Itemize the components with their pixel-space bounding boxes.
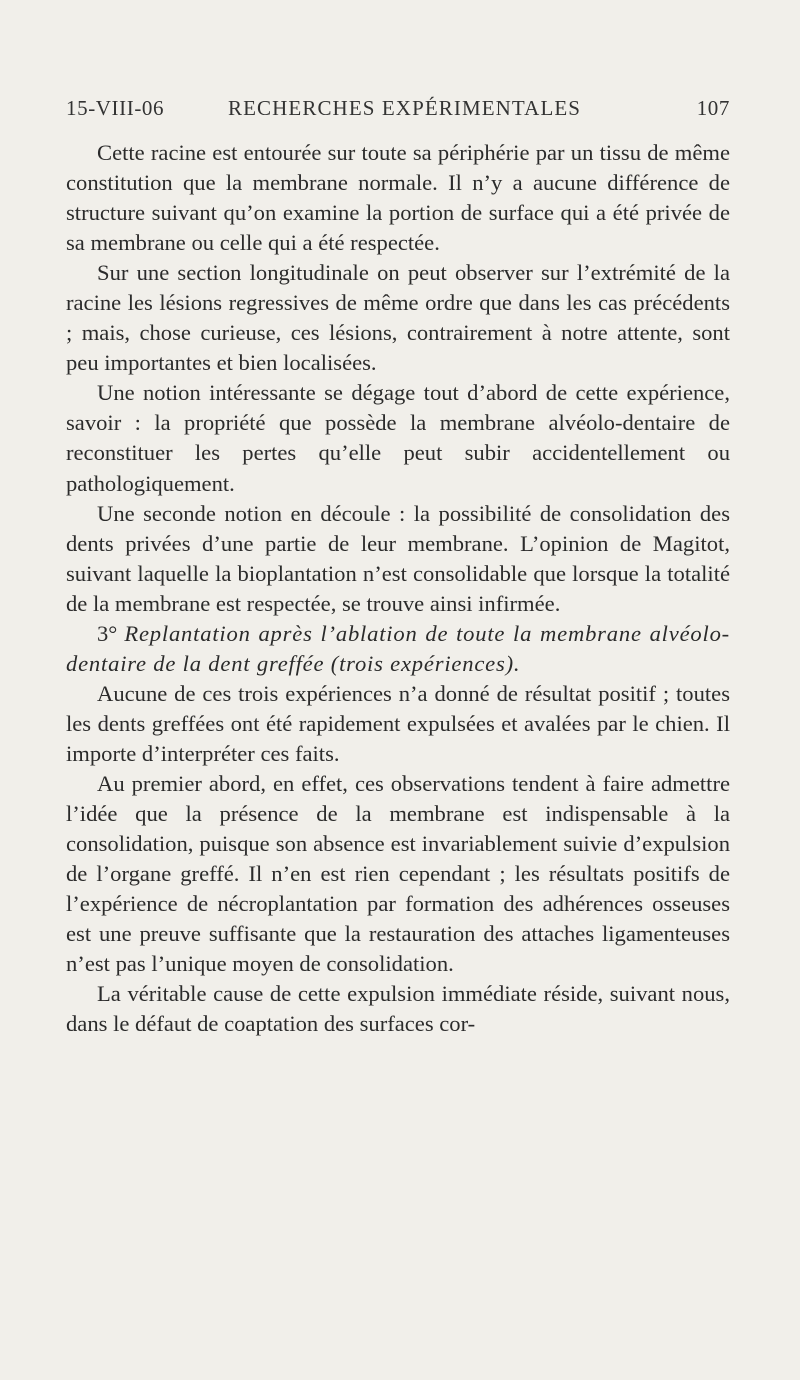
header-running-title: RECHERCHES EXPÉRIMENTALES <box>228 96 582 120</box>
section-heading <box>66 619 730 679</box>
running-header <box>66 96 730 128</box>
page-number: 107 <box>696 96 730 120</box>
paragraph: Aucune de ces trois expériences n’a donné de résultat positif ; toutes les dents greffées ont été rapidement expulsées et avalées par le chien. Il importe d’interpréter ces faits. <box>66 680 730 766</box>
section-number: 3° <box>97 620 118 646</box>
paragraph: Une notion intéressante se dégage tout d’abord de cette expérience, savoir : la propriété que possède la membrane alvéolo-dentaire de reconstituer les pertes qu’elle peut subir accidentellement ou pathologiquement. <box>66 380 730 496</box>
paragraph: Une seconde notion en découle : la possibilité de consolidation des dents privées d’une partie de leur membrane. L’opinion de Magitot, suivant laquelle la bioplantation n’est consolidable que lorsque la totalité de la membrane est respectée, se trouve ainsi infirmée. <box>66 500 730 616</box>
paragraph: Sur une section longitudinale on peut observer sur l’extrémité de la racine les lésions regressives de même ordre que dans les cas précédents ; mais, chose curieuse, ces lésions, contrairement à notre attente, sont peu importantes et bien localisées. <box>66 260 730 376</box>
paragraph: La véritable cause de cette expulsion immédiate réside, suivant nous, dans le défaut de coaptation des surfaces cor- <box>66 981 730 1037</box>
header-date-code: 15-VIII-06 <box>66 96 165 120</box>
body-text <box>66 138 730 1039</box>
paragraph: Cette racine est entourée sur toute sa périphérie par un tissu de même constitution que la membrane normale. Il n’y a aucune différence de structure suivant qu’on examine la portion de surface qui a été privée de sa membrane ou celle qui a été respectée. <box>66 140 730 256</box>
section-title: Replantation après l’ablation de toute la membrane alvéolo-dentaire de la dent greffée (trois expériences). <box>66 620 730 676</box>
paragraph: Au premier abord, en effet, ces observations tendent à faire admettre l’idée que la présence de la membrane est indispensable à la consolidation, puisque son absence est invariablement suivie d’expulsion de l’organe greffé. Il n’en est rien cependant ; les résultats positifs de l’expérience de nécroplantation par formation des adhérences osseuses est une preuve suffisante que la restauration des attaches ligamenteuses n’est pas l’unique moyen de consolidation. <box>66 770 730 977</box>
